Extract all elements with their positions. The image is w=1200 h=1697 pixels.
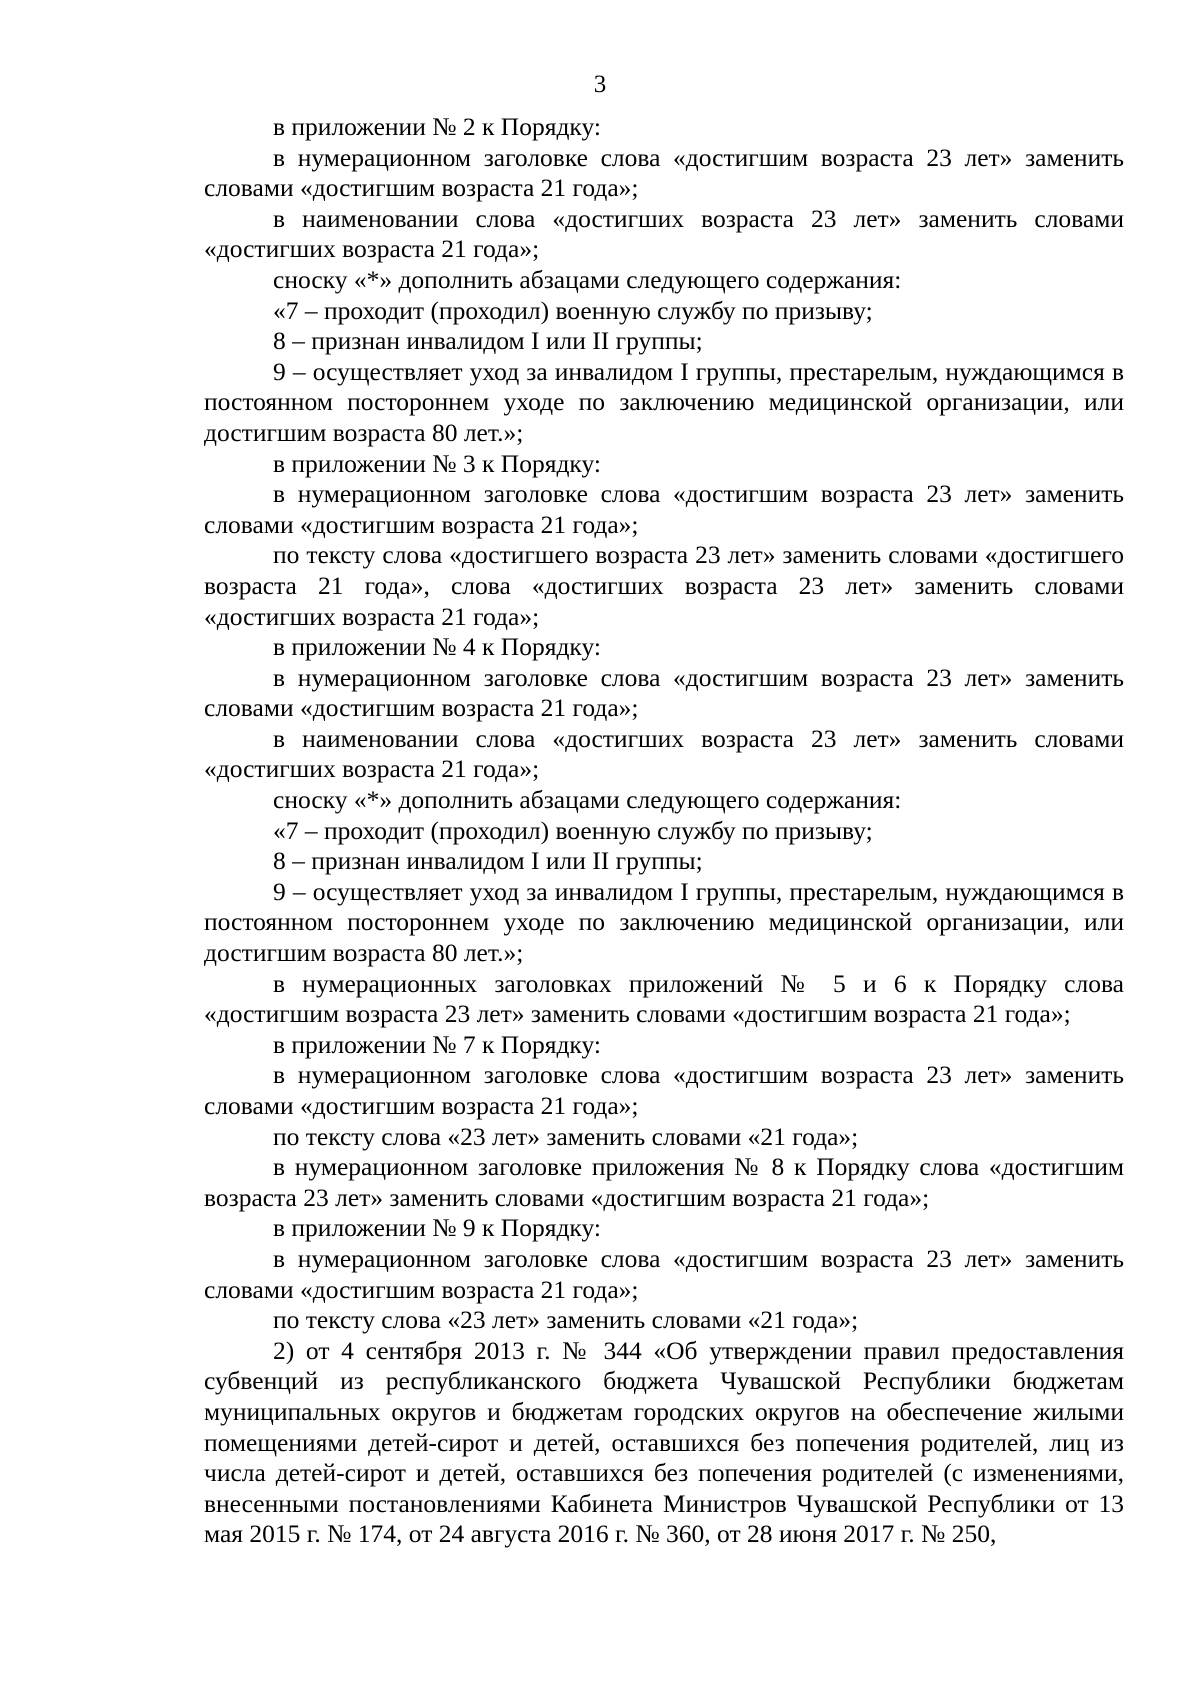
- paragraph: в приложении № 4 к Порядку:: [273, 632, 601, 662]
- paragraph: в приложении № 7 к Порядку:: [273, 1029, 601, 1059]
- paragraph: 9 – осуществляет уход за инвалидом I группы, престарелым, нуждающимся в постоянном постороннем уходе по заключению медицинской организации, или достигшим возраста 80 лет.»;: [204, 876, 1124, 968]
- paragraph: в приложении № 2 к Порядку:: [273, 112, 601, 141]
- paragraph: 8 – признан инвалидом I или II группы;: [273, 326, 703, 356]
- paragraph: по тексту слова «23 лет» заменить словами «21 года»;: [273, 1121, 859, 1151]
- paragraph: по тексту слова «23 лет» заменить словами «21 года»;: [273, 1305, 859, 1335]
- paragraph: в нумерационном заголовке слова «достигшим возраста 23 лет» заменить словами «достигшим возраста 21 года»;: [204, 1060, 1124, 1120]
- paragraph: в нумерационном заголовке слова «достигшим возраста 23 лет» заменить словами «достигшим возраста 21 года»;: [204, 1243, 1124, 1304]
- paragraph: «7 – проходит (проходил) военную службу по призыву;: [273, 815, 873, 845]
- paragraph: в нумерационных заголовках приложений № 5 и 6 к Порядку слова «достигшим возраста 23 лет» заменить словами «достигшим возраста 21 года»;: [204, 968, 1124, 1029]
- paragraph: в нумерационном заголовке слова «достигшим возраста 23 лет» заменить словами «достигшим возраста 21 года»;: [204, 142, 1124, 203]
- paragraph: в приложении № 3 к Порядку:: [273, 448, 601, 478]
- paragraph: 9 – осуществляет уход за инвалидом I группы, престарелым, нуждающимся в постоянном постороннем уходе по заключению медицинской организации, или достигшим возраста 80 лет.»;: [204, 356, 1124, 447]
- paragraph: 2) от 4 сентября 2013 г. № 344 «Об утверждении правил предоставления субвенций из республиканского бюджета Чувашской Республики бюджетам муниципальных округов и бюджетам городских округов на обеспечение жилыми помещениями детей-сирот и детей, оставшихся без попечения родителей, лиц из числа детей-сирот и детей, оставшихся без попечения родителей (с изменениями, внесенными постановлениями Кабинета Министров Чувашской Республики от 13 мая 2015 г. № 174, от 24 августа 2016 г. № 360, от 28 июня 2017 г. № 250,: [204, 1335, 1124, 1549]
- paragraph: в нумерационном заголовке приложения № 8 к Порядку слова «достигшим возраста 23 лет» заменить словами «достигшим возраста 21 года»;: [204, 1152, 1124, 1212]
- paragraph: в наименовании слова «достигших возраста 23 лет» заменить словами «достигших возраста 21 года»;: [204, 203, 1124, 264]
- paragraph: в приложении № 9 к Порядку:: [273, 1213, 601, 1243]
- paragraph: 8 – признан инвалидом I или II группы;: [273, 846, 703, 876]
- paragraph: по тексту слова «достигшего возраста 23 лет» заменить словами «достигшего возраста 21 года», слова «достигших возраста 23 лет» заменить словами «достигших возраста 21 года»;: [204, 540, 1124, 631]
- page-number: 3: [593, 71, 607, 98]
- document-body: [204, 112, 1124, 1550]
- paragraph: «7 – проходит (проходил) военную службу по призыву;: [273, 295, 873, 325]
- paragraph: в наименовании слова «достигших возраста 23 лет» заменить словами «достигших возраста 21 года»;: [204, 723, 1124, 784]
- paragraph: в нумерационном заголовке слова «достигшим возраста 23 лет» заменить словами «достигшим возраста 21 года»;: [204, 479, 1124, 539]
- paragraph: сноску «*» дополнить абзацами следующего содержания:: [273, 785, 902, 815]
- paragraph: в нумерационном заголовке слова «достигшим возраста 23 лет» заменить словами «достигшим возраста 21 года»;: [204, 662, 1124, 723]
- paragraph: сноску «*» дополнить абзацами следующего содержания:: [273, 264, 902, 294]
